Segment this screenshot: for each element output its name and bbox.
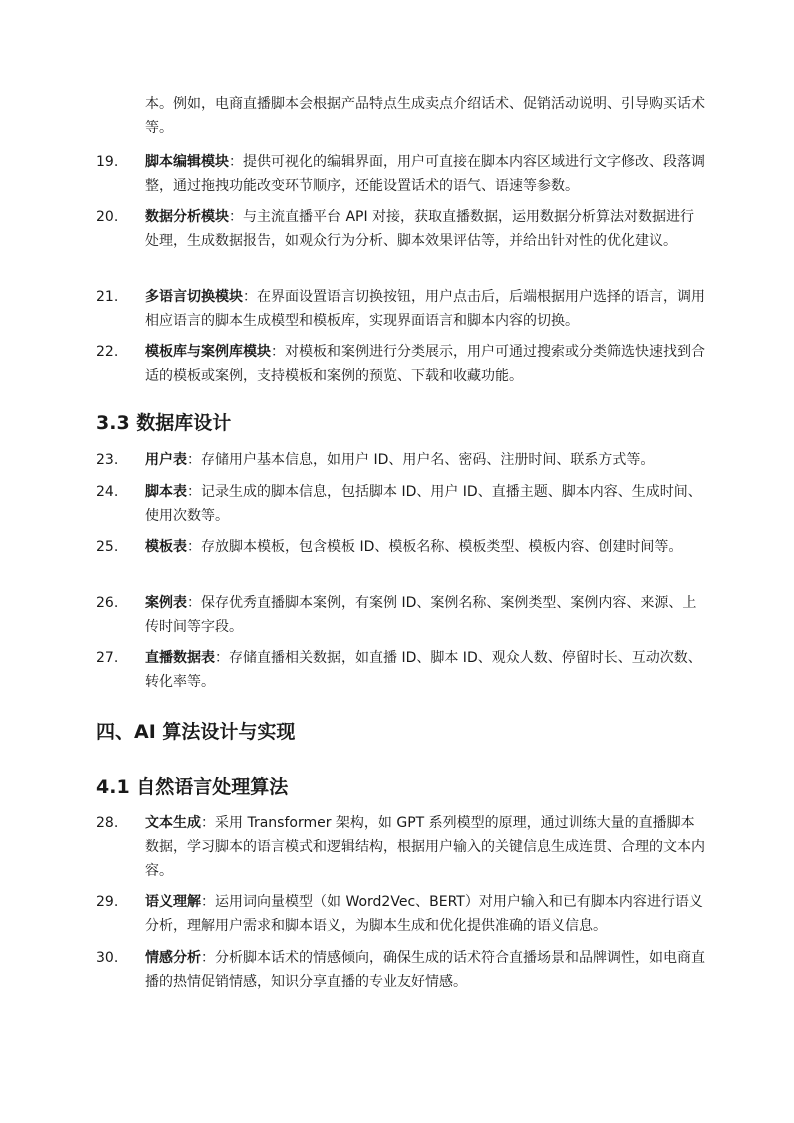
item-text: ：存放脚本模板，包含模板 ID、模板名称、模板类型、模板内容、创建时间等。 bbox=[187, 539, 683, 555]
item-text: ：记录生成的脚本信息，包括脚本 ID、用户 ID、直播主题、脚本内容、生成时间、使用次数等。 bbox=[145, 484, 702, 524]
item-number: 25. bbox=[96, 539, 119, 555]
item-number: 22. bbox=[96, 344, 119, 360]
item-number: 30. bbox=[96, 950, 119, 966]
item-number: 29. bbox=[96, 894, 119, 910]
item-number: 27. bbox=[96, 650, 119, 666]
item-text: ：采用 Transformer 架构，如 GPT 系列模型的原理，通过训练大量的直播脚本数据，学习脚本的语言模式和逻辑结构，根据用户输入的关键信息生成连贯、合理的文本内容。 bbox=[145, 815, 705, 879]
item-number: 24. bbox=[96, 484, 119, 500]
section-heading-3-3: 3.3 数据库设计 bbox=[96, 412, 232, 434]
item-number: 20. bbox=[96, 209, 119, 225]
chapter-heading-4: 四、AI 算法设计与实现 bbox=[96, 721, 296, 743]
item-term: 模板表 bbox=[145, 539, 187, 555]
item-number: 21. bbox=[96, 289, 119, 305]
item-text: ：存储用户基本信息，如用户 ID、用户名、密码、注册时间、联系方式等。 bbox=[187, 452, 655, 468]
item-text: ：与主流直播平台 API 对接，获取直播数据，运用数据分析算法对数据进行处理，生成数据报告，如观众行为分析、脚本效果评估等，并给出针对性的优化建议。 bbox=[145, 209, 695, 249]
item-number: 26. bbox=[96, 595, 119, 611]
continuation-paragraph: 本。例如，电商直播脚本会根据产品特点生成卖点介绍话术、促销活动说明、引导购买话术等。 bbox=[145, 96, 705, 136]
item-text: ：运用词向量模型（如 Word2Vec、BERT）对用户输入和已有脚本内容进行语义分析，理解用户需求和脚本语义，为脚本生成和优化提供准确的语义信息。 bbox=[145, 894, 703, 934]
item-term: 多语言切换模块 bbox=[145, 289, 243, 305]
section-heading-4-1: 4.1 自然语言处理算法 bbox=[96, 776, 289, 798]
item-text: ：保存优秀直播脚本案例，有案例 ID、案例名称、案例类型、案例内容、来源、上传时间等字段。 bbox=[145, 595, 697, 635]
item-term: 用户表 bbox=[145, 452, 187, 468]
item-term: 脚本编辑模块 bbox=[145, 154, 229, 170]
item-term: 模板库与案例库模块 bbox=[145, 344, 271, 360]
item-text: ：在界面设置语言切换按钮，用户点击后，后端根据用户选择的语言，调用相应语言的脚本生成模型和模板库，实现界面语言和脚本内容的切换。 bbox=[145, 289, 705, 329]
item-text: ：存储直播相关数据，如直播 ID、脚本 ID、观众人数、停留时长、互动次数、转化率等。 bbox=[145, 650, 702, 690]
item-term: 案例表 bbox=[145, 595, 187, 611]
item-number: 23. bbox=[96, 452, 119, 468]
item-number: 28. bbox=[96, 815, 119, 831]
item-text: ：对模板和案例进行分类展示，用户可通过搜索或分类筛选快速找到合适的模板或案例，支持模板和案例的预览、下载和收藏功能。 bbox=[145, 344, 705, 384]
item-term: 文本生成 bbox=[145, 815, 201, 831]
item-term: 脚本表 bbox=[145, 484, 187, 500]
item-term: 语义理解 bbox=[145, 894, 201, 910]
item-term: 情感分析 bbox=[145, 950, 201, 966]
item-term: 数据分析模块 bbox=[145, 209, 229, 225]
item-term: 直播数据表 bbox=[145, 650, 215, 666]
item-text: ：提供可视化的编辑界面，用户可直接在脚本内容区域进行文字修改、段落调整，通过拖拽功能改变环节顺序，还能设置话术的语气、语速等参数。 bbox=[145, 154, 705, 194]
item-text: ：分析脚本话术的情感倾向，确保生成的话术符合直播场景和品牌调性，如电商直播的热情促销情感，知识分享直播的专业友好情感。 bbox=[145, 950, 705, 990]
item-number: 19. bbox=[96, 154, 119, 170]
